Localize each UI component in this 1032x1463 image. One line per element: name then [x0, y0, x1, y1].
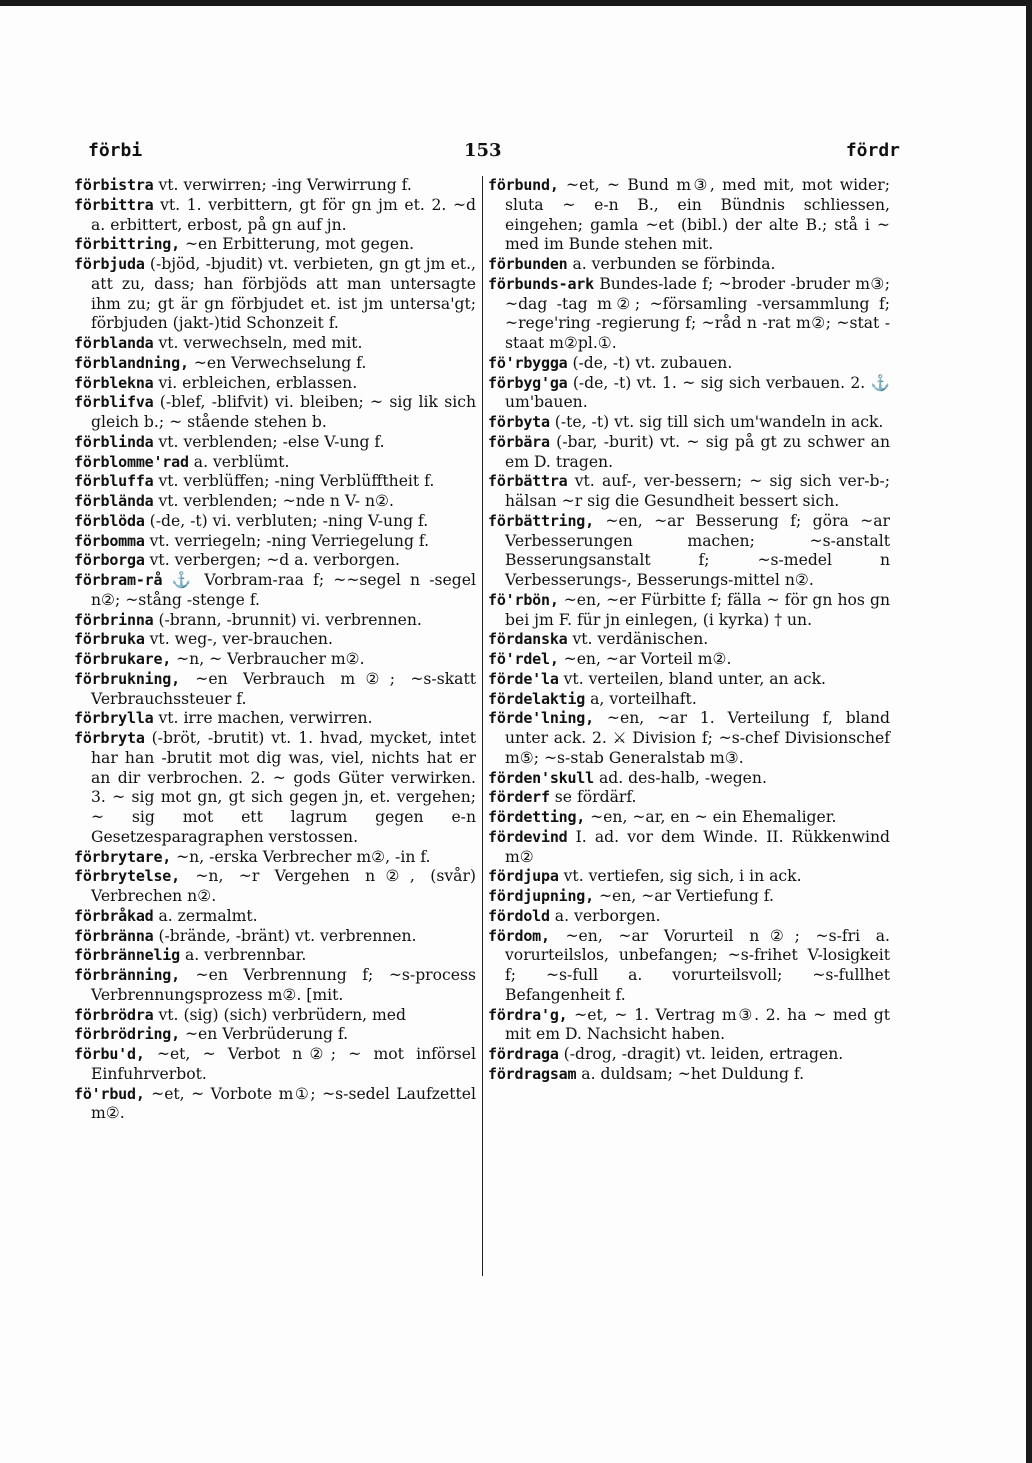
- headword: förbättra: [488, 472, 568, 491]
- headword: förbrytare,: [74, 847, 172, 866]
- entry-definition: a. zermalmt.: [158, 906, 258, 925]
- dictionary-entry: [74, 512, 476, 532]
- entry-definition: vt. verblenden; -else V-ung f.: [158, 432, 385, 451]
- entry-definition: ~et, ~ Verbot n②; ~ mot införsel Einfuhrverbot.: [91, 1045, 476, 1083]
- entry-definition: ~et, ~ Vorbote m①; ~s-sedel Laufzettel m②.: [91, 1084, 476, 1123]
- entry-definition: vt. verwechseln, med mit.: [158, 334, 363, 352]
- headword: förbittra: [74, 195, 154, 214]
- dictionary-entry: [488, 650, 890, 670]
- dictionary-entry: [488, 808, 890, 828]
- page-number: 153: [464, 140, 502, 161]
- dictionary-entry: [488, 907, 890, 927]
- headword: förbunden: [488, 255, 568, 273]
- headword: förbluffa: [74, 472, 154, 491]
- headword: fö'rdel,: [488, 650, 559, 668]
- dictionary-entry: [488, 512, 890, 591]
- dictionary-entry: [488, 927, 890, 1006]
- dictionary-entry: [74, 709, 476, 729]
- headword: förblöda: [74, 511, 145, 530]
- entry-definition: (-brann, -brunnit) vi. verbrennen.: [158, 610, 422, 629]
- scan-border-top: [0, 0, 1032, 6]
- dictionary-entry: [488, 690, 890, 710]
- entry-definition: vi. erbleichen, erblassen.: [158, 373, 358, 392]
- entry-definition: I. ad. vor dem Winde. II. Rükkenwind m②: [505, 827, 890, 866]
- dictionary-entry: [74, 1006, 476, 1026]
- headword: förbrylla: [74, 709, 154, 728]
- dictionary-entry: [74, 196, 476, 236]
- dictionary-entry: [74, 867, 476, 907]
- entry-definition: vt. verteilen, bland unter, an ack.: [563, 669, 826, 688]
- entry-definition: ~en Verbrauch m②; ~s-skatt Verbrauchssteuer f.: [91, 669, 476, 708]
- entry-definition: ~en, ~er Fürbitte f; fälla ~ för gn hos gn bei jm F. für jn einlegen, (i kyrka) † un.: [505, 590, 890, 629]
- dictionary-entry: [74, 927, 476, 947]
- dictionary-entry: [488, 275, 890, 354]
- headword: förborga: [74, 551, 145, 570]
- right-column: [488, 176, 890, 1085]
- entry-definition: (-blef, -blifvit) vi. bleiben; ~ sig lik sich gleich b.; ~ stående stehen b.: [91, 393, 476, 431]
- headword: förbrinna: [74, 610, 154, 629]
- headword: förderf: [488, 788, 550, 807]
- headword: förde'la: [488, 669, 559, 688]
- entry-definition: ~en, ~ar Vorteil m②.: [563, 650, 732, 668]
- dictionary-entry: [74, 848, 476, 868]
- headword: förblekna: [74, 373, 154, 392]
- entry-definition: ~n, ~r Vergehen n②, (svår) Verbrechen n②.: [91, 867, 476, 905]
- dictionary-entry: [74, 551, 476, 571]
- dictionary-entry: [488, 630, 890, 650]
- headword: fördanska: [488, 630, 568, 649]
- dictionary-entry: [488, 1006, 890, 1046]
- headword: förde'lning,: [488, 709, 594, 728]
- entry-definition: ⚓ Vorbram-raa f; ~~segel n -segel n②; ~stång -stenge f.: [91, 571, 476, 609]
- headword: förbrukare,: [74, 650, 172, 668]
- entry-definition: vt. irre machen, verwirren.: [158, 709, 373, 728]
- entry-definition: ~en, ~ar Vorurteil n②; ~s-fri a. vorurteilslos, unbefangen; ~s-frihet V-losigkeit f; ~s-full a. vorurteilsvoll; ~s-fullhet Befangenheit f.: [505, 926, 890, 1004]
- dictionary-entry: [74, 255, 476, 334]
- headword: förbunds-ark: [488, 274, 594, 293]
- dictionary-entry: [74, 1085, 476, 1125]
- entry-definition: se fördärf.: [554, 788, 637, 807]
- entry-definition: vt. (sig) (sich) verbrüdern, med: [158, 1005, 407, 1024]
- headword: förbomma: [74, 531, 145, 550]
- entry-definition: vt. verbergen; ~d a. verborgen.: [149, 551, 400, 570]
- entry-definition: (-brände, -bränt) vt. verbrennen.: [158, 926, 417, 945]
- dictionary-entry: [74, 433, 476, 453]
- dictionary-entry: [74, 650, 476, 670]
- scan-border-right: [1026, 0, 1032, 1463]
- entry-definition: (-bar, -burit) vt. ~ sig på gt zu schwer an em D. tragen.: [505, 432, 890, 471]
- entry-definition: a. verborgen.: [554, 906, 661, 925]
- headword: fördjupning,: [488, 887, 594, 905]
- entry-definition: a. verbrennbar.: [184, 946, 307, 965]
- entry-definition: ~et, ~ 1. Vertrag m③. 2. ha ~ med gt mit em D. Nachsicht haben.: [505, 1005, 890, 1044]
- dictionary-entry: [74, 611, 476, 631]
- guide-word-left: förbi: [88, 140, 143, 161]
- headword: förbränning,: [74, 966, 180, 984]
- dictionary-entry: [488, 374, 890, 414]
- entry-definition: a. duldsam; ~het Duldung f.: [581, 1064, 805, 1083]
- headword: fö'rbygga: [488, 353, 568, 372]
- headword: förbjuda: [74, 255, 145, 273]
- entry-definition: a. verblümt.: [193, 452, 290, 471]
- dictionary-entry: [74, 946, 476, 966]
- entry-definition: vt. verblenden; ~nde n V- n②.: [158, 492, 394, 510]
- dictionary-entry: [74, 472, 476, 492]
- dictionary-entry: [488, 887, 890, 907]
- dictionary-entry: [74, 176, 476, 196]
- dictionary-entry: [74, 571, 476, 611]
- entry-definition: ~en, ~ar, en ~ ein Ehemaliger.: [590, 808, 837, 826]
- dictionary-entry: [488, 1065, 890, 1085]
- headword: fördragsam: [488, 1064, 577, 1083]
- headword: förblanda: [74, 334, 154, 352]
- entry-definition: vt. verriegeln; -ning Verriegelung f.: [149, 531, 430, 550]
- dictionary-entry: [74, 354, 476, 374]
- dictionary-entry: [488, 1045, 890, 1065]
- dictionary-entry: [488, 176, 890, 255]
- headword: fördetting,: [488, 808, 586, 826]
- headword: förbruka: [74, 630, 145, 649]
- column-divider: [482, 176, 483, 1276]
- headword: förbrännelig: [74, 946, 180, 965]
- entry-definition: ~en Erbitterung, mot gegen.: [184, 235, 415, 254]
- headword: förbrytelse,: [74, 867, 180, 886]
- dictionary-entry: [74, 374, 476, 394]
- dictionary-entry: [488, 433, 890, 473]
- entry-definition: vt. vertiefen, sig sich, i in ack.: [563, 867, 802, 886]
- headword: förbram-rå: [74, 571, 163, 589]
- headword: förbrödring,: [74, 1025, 180, 1044]
- dictionary-entry: [74, 907, 476, 927]
- dictionary-entry: [74, 453, 476, 473]
- headword: fördold: [488, 906, 550, 925]
- entry-definition: ~n, ~ Verbraucher m②.: [176, 650, 365, 668]
- entry-definition: (-bjöd, -bjudit) vt. verbieten, gn gt jm et., att zu, dass; han förbjöds att man untersagte ihm zu; gt är gn förbjudet et. ist jm untersa'gt; förbjuden (jakt-)tid Schonzeit f.: [91, 255, 476, 333]
- dictionary-entry: [74, 630, 476, 650]
- dictionary-entry: [488, 255, 890, 275]
- headword: förbättring,: [488, 511, 594, 530]
- dictionary-entry: [74, 334, 476, 354]
- headword: förden'skull: [488, 768, 594, 787]
- headword: förbrödra: [74, 1005, 154, 1024]
- dictionary-entry: [74, 235, 476, 255]
- entry-definition: vt. auf-, ver-bessern; ~ sig sich ver-b-; hälsan ~r sig die Gesundheit bessert sich.: [505, 472, 890, 510]
- entry-definition: vt. verdänischen.: [572, 630, 709, 649]
- dictionary-entry: [488, 828, 890, 868]
- dictionary-entry: [488, 709, 890, 768]
- dictionary-entry: [74, 1045, 476, 1085]
- dictionary-entry: [74, 532, 476, 552]
- headword: förbu'd,: [74, 1045, 145, 1063]
- headword: förbund,: [488, 176, 559, 194]
- entry-definition: (-de, -t) vt. 1. ~ sig sich verbauen. 2. ⚓ um'bauen.: [505, 373, 890, 412]
- headword: förbråkad: [74, 906, 154, 925]
- dictionary-entry: [488, 472, 890, 512]
- page-header: [88, 140, 900, 168]
- entry-definition: (-bröt, -brutit) vt. 1. hvad, mycket, intet har han -brutit mot dig was, viel, nichts hat er an dir verbrochen. 2. ~ gods Güter verwirken. 3. ~ sig mot gn, gt sich gegen jn, et. vergehen; ~ sig mot ett lagrum gegen e-n Gesetzesparagraphen verstossen.: [91, 729, 476, 846]
- headword: fördjupa: [488, 867, 559, 886]
- entry-definition: (-drog, -dragit) vt. leiden, ertragen.: [563, 1045, 844, 1063]
- headword: förblinda: [74, 432, 154, 451]
- entry-definition: Bundes-lade f; ~broder -bruder m③; ~dag -tag m②; ~församling -versammlung f; ~rege'ring -regierung f; ~råd n -rat m②; ~stat -staat m②pl.①.: [505, 274, 890, 352]
- entry-definition: vt. verwirren; -ing Verwirrung f.: [158, 176, 412, 194]
- headword: förbrukning,: [74, 669, 180, 688]
- entry-definition: (-te, -t) vt. sig till sich um'wandeln in ack.: [554, 413, 884, 431]
- dictionary-entry: [74, 966, 476, 1006]
- entry-definition: vt. weg-, ver-brauchen.: [149, 630, 333, 649]
- dictionary-entry: [488, 670, 890, 690]
- entry-definition: (-de, -t) vi. verbluten; -ning V-ung f.: [149, 511, 429, 530]
- headword: förblifva: [74, 393, 154, 412]
- dictionary-entry: [488, 354, 890, 374]
- entry-definition: a. verbunden se förbinda.: [572, 255, 776, 273]
- headword: förbyta: [488, 413, 550, 431]
- entry-definition: ~en, ~ar Besserung f; göra ~ar Verbesserungen machen; ~s-anstalt Besserungsanstalt f; ~s-medel n Verbesserungs-, Besserungs-mittel n②.: [505, 511, 890, 589]
- entry-definition: (-de, -t) vt. zubauen.: [572, 353, 733, 372]
- headword: förblomme'rad: [74, 452, 189, 471]
- headword: förbära: [488, 432, 550, 451]
- entry-definition: ~en Verbrennung f; ~s-process Verbrennungsprozess m②. [mit.: [91, 966, 476, 1004]
- headword: fö'rbud,: [74, 1084, 145, 1103]
- headword: förbittring,: [74, 235, 180, 254]
- dictionary-entry: [74, 1025, 476, 1045]
- entry-definition: ~en Verwechselung f.: [193, 353, 367, 372]
- dictionary-entry: [488, 591, 890, 631]
- headword: förbränna: [74, 926, 154, 945]
- dictionary-entry: [74, 492, 476, 512]
- headword: fördevind: [488, 827, 568, 846]
- dictionary-entry: [74, 729, 476, 848]
- dictionary-entry: [488, 413, 890, 433]
- entry-definition: vt. 1. verbittern, gt för gn jm et. 2. ~d a. erbittert, erbost, på gn auf jn.: [91, 195, 476, 234]
- headword: förbistra: [74, 176, 154, 194]
- dictionary-entry: [74, 670, 476, 710]
- entry-definition: ~en, ~ar Vertiefung f.: [598, 887, 774, 905]
- left-column: [74, 176, 476, 1124]
- headword: fördom,: [488, 926, 550, 945]
- headword: förbyg'ga: [488, 373, 568, 392]
- dictionary-entry: [74, 393, 476, 433]
- entry-definition: a, vorteilhaft.: [590, 689, 697, 708]
- entry-definition: ad. des-halb, -wegen.: [598, 768, 767, 787]
- entry-definition: ~en, ~ar 1. Verteilung f, bland unter ack. 2. ⚔ Division f; ~s-chef Divisionschef m⑤; ~s-stab Generalstab m③.: [505, 709, 890, 767]
- guide-word-right: fördr: [845, 140, 900, 161]
- headword: fördelaktig: [488, 689, 586, 708]
- headword: fördraga: [488, 1045, 559, 1063]
- headword: förblandning,: [74, 353, 189, 372]
- dictionary-entry: [488, 867, 890, 887]
- headword: fö'rbön,: [488, 590, 559, 609]
- dictionary-entry: [488, 788, 890, 808]
- entry-definition: ~n, -erska Verbrecher m②, -in f.: [176, 847, 431, 866]
- entry-definition: vt. verblüffen; -ning Verblüfftheit f.: [158, 472, 435, 491]
- headword: fördra'g,: [488, 1005, 568, 1024]
- headword: förblända: [74, 492, 154, 510]
- entry-definition: ~et, ~ Bund m③, med mit, mot wider; sluta ~ e-n B., ein Bündnis schliessen, eingehen; gamla ~et (bibl.) der alte B.; stå i ~ med im Bunde stehen mit.: [505, 176, 890, 254]
- entry-definition: ~en Verbrüderung f.: [184, 1025, 349, 1044]
- dictionary-entry: [488, 769, 890, 789]
- headword: förbryta: [74, 729, 145, 747]
